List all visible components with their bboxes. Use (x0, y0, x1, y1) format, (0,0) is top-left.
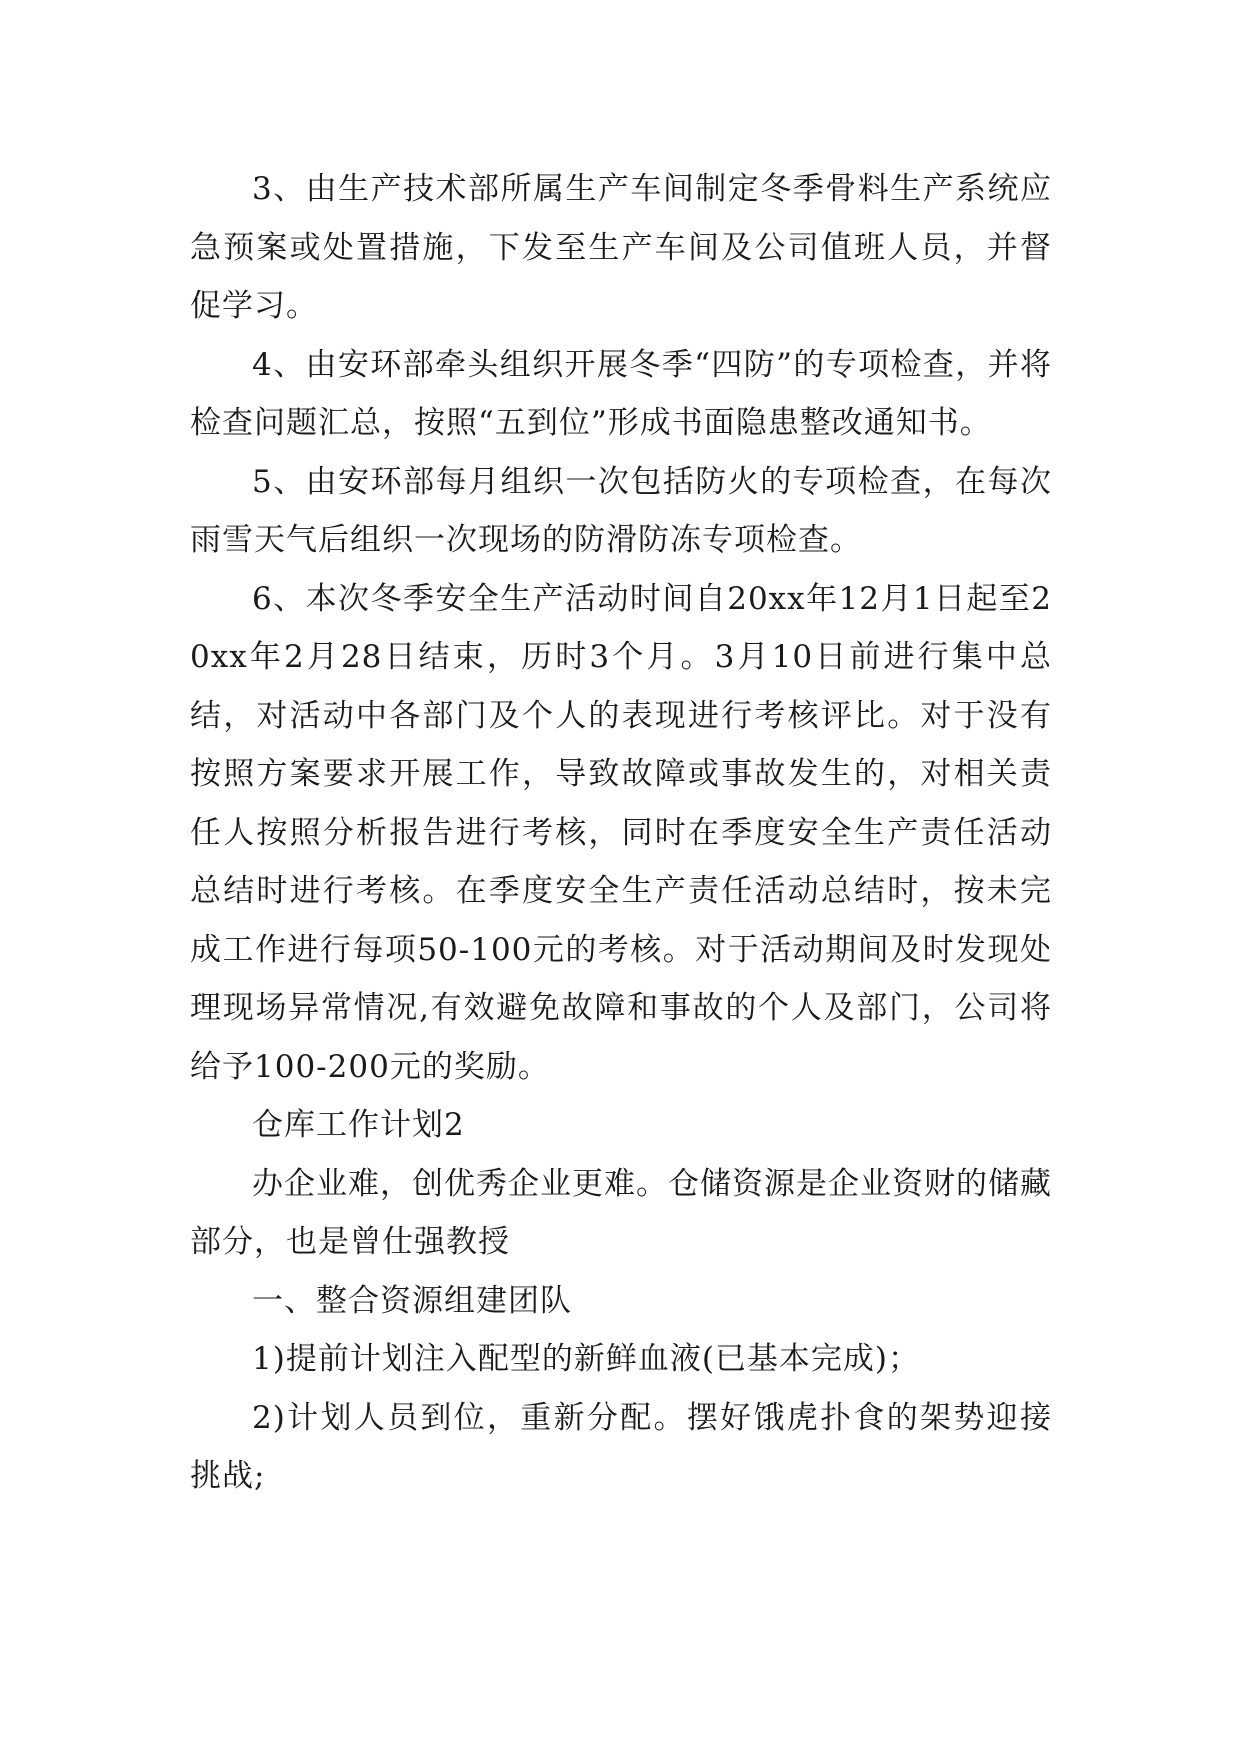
paragraph-item-5: 5、由安环部每月组织一次包括防火的专项检查，在每次雨雪天气后组织一次现场的防滑防冻专项检查。 (190, 463, 1052, 558)
intro-paragraph: 办企业难，创优秀企业更难。仓储资源是企业资财的储藏部分，也是曾仕强教授 (190, 1165, 1052, 1260)
paragraph-item-6: 6、本次冬季安全生产活动时间自20xx年12月1日起至20xx年2月28日结束，历时3个月。3月10日前进行集中总结，对活动中各部门及个人的表现进行考核评比。对于没有按照方案要求开展工作，导致故障或事故发生的，对相关责任人按照分析报告进行考核，同时在季度安全生产责任活动总结时进行考核。在季度安全生产责任活动总结时，按未完成工作进行每项50-100元的考核。对于活动期间及时发现处理现场异常情况,有效避免故障和事故的个人及部门，公司将给予100-200元的奖励。 (190, 580, 1052, 1085)
subsection-heading: 一、整合资源组建团队 (252, 1282, 572, 1319)
paragraph-item-3: 3、由生产技术部所属生产车间制定冬季骨料生产系统应急预案或处置措施，下发至生产车间及公司值班人员，并督促学习。 (190, 171, 1052, 324)
section-heading: 仓库工作计划2 (252, 1107, 465, 1143)
document-body (190, 160, 1052, 1506)
list-item-1: 1)提前计划注入配型的新鲜血液(已基本完成)； (252, 1341, 921, 1377)
paragraph-item-4: 4、由安环部牵头组织开展冬季“四防”的专项检查，并将检查问题汇总，按照“五到位”形成书面隐患整改通知书。 (190, 346, 1052, 441)
list-item-2: 2)计划人员到位，重新分配。摆好饿虎扑食的架势迎接挑战; (190, 1399, 1052, 1494)
